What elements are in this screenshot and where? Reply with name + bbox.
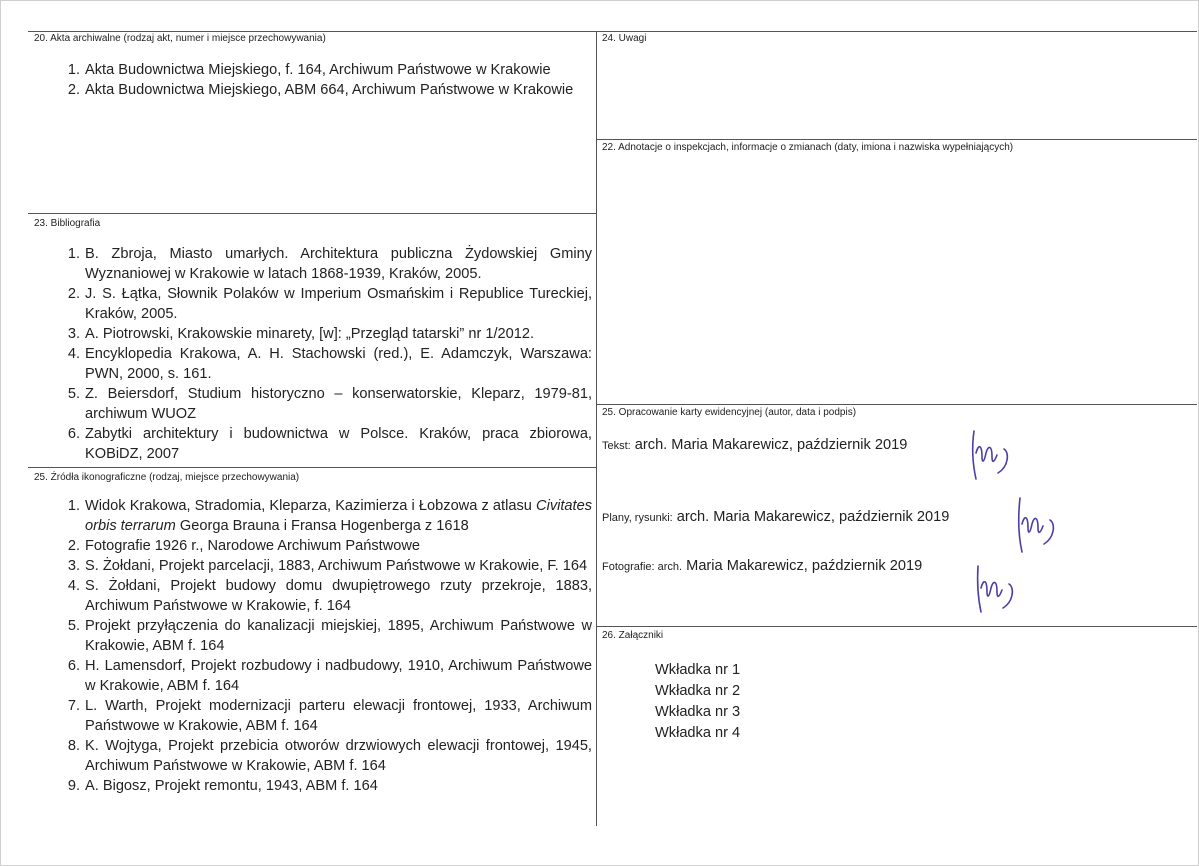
list-item: 1. Akta Budownictwa Miejskiego, f. 164, Archiwum Państwowe w Krakowie	[67, 62, 551, 78]
list-item: 2. Fotografie 1926 r., Narodowe Archiwum Państwowe	[67, 538, 421, 554]
plany-value: arch. Maria Makarewicz, październik 2019	[676, 509, 950, 525]
list-item: 1. B. Zbroja, Miasto umarłych. Architektura publiczna Żydowskiej Gminy Wyznaniowej w Krakowie w latach 1868-1939, Kraków, 2005.	[67, 246, 592, 282]
plany-line	[602, 509, 949, 525]
bibliografia-list	[28, 244, 592, 464]
akta-header: 20. Akta archiwalne (rodzaj akt, numer i miejsce przechowywania)	[34, 33, 326, 44]
list-item: 3. S. Żołdani, Projekt parcelacji, 1883, Archiwum Państwowe w Krakowie, F. 164	[67, 558, 588, 574]
list-item: 9. A. Bigosz, Projekt remontu, 1943, ABM f. 164	[67, 778, 378, 794]
column-divider	[596, 31, 597, 826]
list-item: Wkładka nr 2	[655, 683, 741, 699]
list-item: 5. Projekt przyłączenia do kanalizacji miejskiej, 1895, Archiwum Państwowe w Krakowie, ABM f. 164	[67, 618, 592, 654]
list-item: Wkładka nr 1	[655, 662, 741, 678]
tekst-label: Tekst:	[602, 440, 631, 452]
list-item: 4. S. Żołdani, Projekt budowy domu dwupiętrowego rzuty przekroje, 1883, Archiwum Państwowe w Krakowie, f. 164	[67, 578, 592, 614]
tekst-line	[602, 437, 907, 453]
list-item: 8. K. Wojtyga, Projekt przebicia otworów drzwiowych elewacji frontowej, 1945, Archiwum Państwowe w Krakowie, ABM f. 164	[67, 738, 592, 774]
list-item: Wkładka nr 3	[655, 704, 741, 720]
opracowanie-header: 25. Opracowanie karty ewidencyjnej (autor, data i podpis)	[602, 407, 857, 418]
list-item: Wkładka nr 4	[655, 725, 741, 741]
list-item: 7. L. Warth, Projekt modernizacji parteru elewacji frontowej, 1933, Archiwum Państwowe w Krakowie, ABM f. 164	[67, 698, 592, 734]
foto-label: Fotografie: arch.	[602, 561, 683, 573]
top-rule	[28, 31, 1197, 32]
foto-line	[602, 558, 922, 574]
bibliografia-header: 23. Bibliografia	[34, 218, 101, 229]
adnotacje-header: 22. Adnotacje o inspekcjach, informacje o zmianach (daty, imiona i nazwiska wypełniających)	[602, 142, 1014, 153]
list-item: 6. Zabytki architektury i budownictwa w Polsce. Kraków, praca zbiorowa, KOBiDZ, 2007	[67, 426, 592, 462]
zrodla-list	[28, 496, 592, 796]
handwritten-signature-icon	[960, 423, 1020, 485]
uwagi-header: 24. Uwagi	[602, 33, 647, 44]
list-item: 3. A. Piotrowski, Krakowskie minarety, [w]: „Przegląd tatarski” nr 1/2012.	[67, 326, 535, 342]
left-rule-bibliografia	[28, 213, 596, 214]
list-item: 5. Z. Beiersdorf, Studium historyczno – konserwatorskie, Kleparz, 1979-81, archiwum WUOZ	[67, 386, 592, 422]
left-rule-zrodla	[28, 467, 596, 468]
handwritten-signature-icon	[966, 562, 1026, 618]
list-item: 2. Akta Budownictwa Miejskiego, ABM 664, Archiwum Państwowe w Krakowie	[67, 82, 574, 98]
tekst-value: arch. Maria Makarewicz, październik 2019	[634, 437, 908, 453]
zalaczniki-header: 26. Załączniki	[602, 630, 664, 641]
list-item: 6. H. Lamensdorf, Projekt rozbudowy i nadbudowy, 1910, Archiwum Państwowe w Krakowie, ABM f. 164	[67, 658, 592, 694]
list-item: 2. J. S. Łątka, Słownik Polaków w Imperium Osmańskim i Republice Tureckiej, Kraków, 2005.	[67, 286, 592, 322]
foto-value: Maria Makarewicz, październik 2019	[686, 558, 923, 574]
handwritten-signature-icon	[1006, 492, 1070, 558]
right-rule-opracowanie	[596, 404, 1197, 405]
zalaczniki-list	[655, 660, 740, 744]
akta-list	[28, 60, 592, 100]
zrodla-header: 25. Źródła ikonograficzne (rodzaj, miejsce przechowywania)	[34, 472, 300, 483]
right-rule-zalaczniki	[596, 626, 1197, 627]
right-rule-adnotacje	[596, 139, 1197, 140]
list-item: 4. Encyklopedia Krakowa, A. H. Stachowski (red.), E. Adamczyk, Warszawa: PWN, 2000, s. 161.	[67, 346, 592, 382]
list-item: 1. Widok Krakowa, Stradomia, Kleparza, Kazimierza i Łobzowa z atlasu Civitates orbis terrarum Georga Brauna i Fransa Hogenberga z 1618	[67, 498, 592, 534]
plany-label: Plany, rysunki:	[602, 512, 673, 524]
